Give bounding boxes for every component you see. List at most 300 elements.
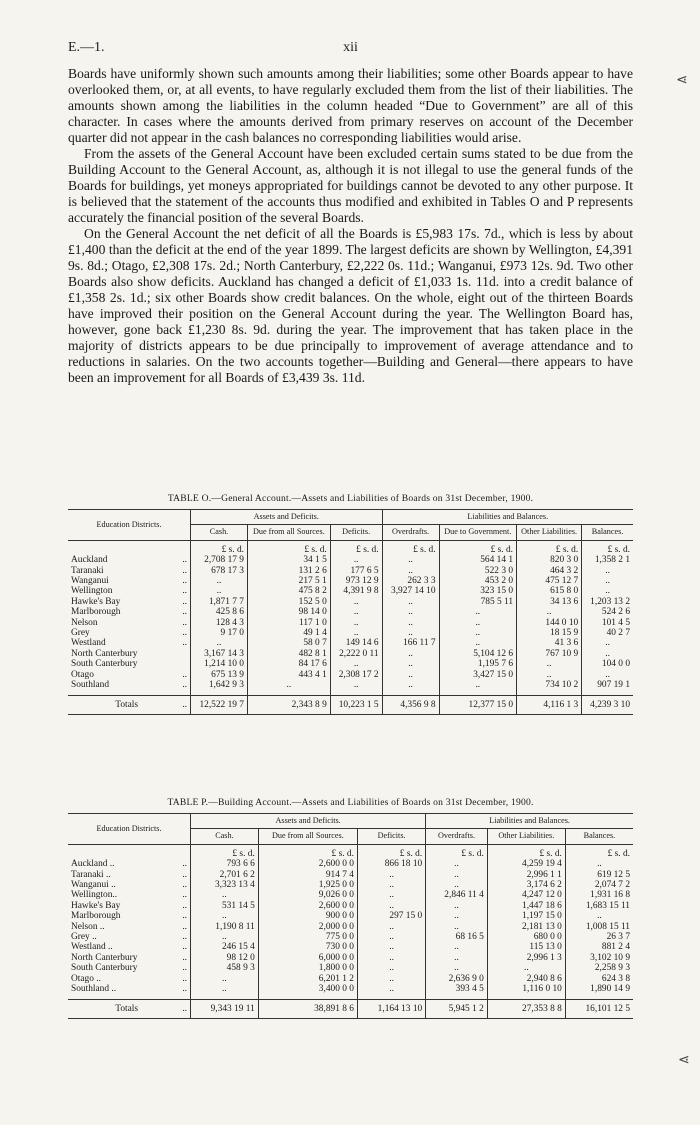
column-header: Cash. (191, 829, 259, 844)
table-cell: .. (357, 953, 425, 963)
district-name: Marlborough (71, 607, 121, 618)
district-name: South Canterbury (71, 963, 138, 974)
total-cell: 4,116 1 3 (517, 695, 582, 714)
table-cell: .. (426, 922, 488, 932)
column-header: Due to Government. (439, 525, 516, 540)
table-cell: 2,000 0 0 (258, 922, 357, 932)
district-column-header: Education Districts. (68, 814, 191, 845)
table-row (68, 890, 633, 900)
district-name: Otago (71, 669, 94, 680)
totals-row (68, 695, 633, 714)
total-cell: 12,522 19 7 (191, 695, 248, 714)
district-name: Grey .. (71, 932, 97, 943)
paragraph: From the assets of the General Account have been excluded certain sums stated to be due from the Building Account to the General Account, as, although it is not illegal to use the general funds of the Boards for buildings, yet moneys appropriated for buildings cannot be devoted to any other purpose. It is believed that the statement of the accounts thus modified and exhibited in Tables O and P represents accurately the financial position of the several Boards. (68, 146, 633, 225)
unit-label: £ s. d. (426, 844, 488, 859)
table-cell: 3,323 13 4 (191, 880, 259, 890)
table-cell: 2,940 8 6 (487, 974, 565, 984)
table-cell: .. (330, 628, 382, 638)
district-name: Westland .. (71, 942, 113, 953)
district-name: Westland (71, 638, 106, 649)
leader-dots: .. (182, 921, 187, 932)
table-cell: .. (357, 984, 425, 994)
table-cell: 2,600 0 0 (258, 859, 357, 869)
table-cell: 297 15 0 (357, 911, 425, 921)
table-cell: 775 0 0 (258, 932, 357, 942)
table-cell: .. (517, 670, 582, 680)
page-header (68, 40, 633, 58)
table-p (68, 813, 633, 1019)
table-cell: 68 16 5 (426, 932, 488, 942)
district-name: Taranaki (71, 565, 104, 576)
column-header: Due from all Sources. (258, 829, 357, 844)
table-cell: 1,008 15 11 (565, 922, 633, 932)
total-cell: 12,377 15 0 (439, 695, 516, 714)
table-cell: 217 5 1 (247, 576, 330, 586)
table-cell: .. (426, 901, 488, 911)
leader-dots: .. (182, 973, 187, 984)
table-cell: .. (330, 555, 382, 565)
leader-dots: .. (182, 638, 187, 649)
table-cell: .. (191, 638, 248, 648)
table-cell: .. (382, 566, 439, 576)
table-cell: 3,427 15 0 (439, 670, 516, 680)
table-cell: .. (439, 638, 516, 648)
table-row (68, 901, 633, 911)
table-cell: 524 2 6 (582, 607, 633, 617)
table-cell: 531 14 5 (191, 901, 259, 911)
total-cell: 10,223 1 5 (330, 695, 382, 714)
table-cell: 2,600 0 0 (258, 901, 357, 911)
table-cell: .. (330, 607, 382, 617)
table-cell: 1,190 8 11 (191, 922, 259, 932)
table-cell: .. (426, 911, 488, 921)
column-header: Deficits. (330, 525, 382, 540)
table-row (68, 649, 633, 659)
table-cell: .. (439, 618, 516, 628)
table-cell: 1,642 9 3 (191, 680, 248, 690)
table-cell: .. (565, 859, 633, 869)
table-cell: 2,181 13 0 (487, 922, 565, 932)
table-row (68, 932, 633, 942)
table-cell: .. (247, 680, 330, 690)
table-cell: 475 12 7 (517, 576, 582, 586)
table-cell: .. (330, 680, 382, 690)
table-cell: .. (582, 638, 633, 648)
leader-dots: .. (182, 617, 187, 628)
table-cell: .. (357, 870, 425, 880)
leader-dots: .. (182, 1003, 187, 1014)
table-cell: 26 3 7 (565, 932, 633, 942)
leader-dots: .. (182, 890, 187, 901)
table-cell: 2,308 17 2 (330, 670, 382, 680)
table-row (68, 922, 633, 932)
table-cell: 2,996 1 1 (487, 870, 565, 880)
leader-dots: .. (182, 607, 187, 618)
table-row (68, 586, 633, 596)
table-row (68, 974, 633, 984)
table-cell: 1,214 10 0 (191, 659, 248, 669)
table-cell: 2,074 7 2 (565, 880, 633, 890)
table-cell: .. (191, 586, 248, 596)
table-row (68, 680, 633, 690)
leader-dots: .. (182, 932, 187, 943)
district-name: Hawke's Bay (71, 596, 121, 607)
district-name: Wellington.. (71, 890, 118, 901)
table-cell: 144 0 10 (517, 618, 582, 628)
column-header: Overdrafts. (426, 829, 488, 844)
table-cell: .. (426, 942, 488, 952)
table-cell: 443 4 1 (247, 670, 330, 680)
unit-label: £ s. d. (582, 540, 633, 555)
leader-dots: .. (182, 911, 187, 922)
table-cell: 914 7 4 (258, 870, 357, 880)
district-name: Otago .. (71, 973, 101, 984)
table-cell: 1,116 0 10 (487, 984, 565, 994)
district-name: Nelson .. (71, 921, 105, 932)
table-cell: .. (357, 942, 425, 952)
table-cell: 58 0 7 (247, 638, 330, 648)
district-name: Southland .. (71, 984, 117, 995)
leader-dots: .. (182, 963, 187, 974)
paragraph: On the General Account the net deficit of all the Boards is £5,983 17s. 7d., which is less by about £1,400 than the deficit at the end of the year 1899. The largest deficits are shown by Wellington, £4,391 9s. 8d.; Otago, £2,308 17s. 2d.; North Canterbury, £2,222 0s. 11d.; Wanganui, £973 12s. 9d. Two other Boards also show deficits. Auckland has changed a deficit of £1,033 1s. 11d. into a credit balance of £1,358 2s. 1d.; six other Boards show credit balances. On the whole, eight out of the thirteen Boards have improved their position on the General Account during the year. The Wellington Board has, however, gone back £1,230 8s. 9d. during the year. The improvement that has taken place in the majority of districts appears to be due principally to improvement of average attendance and to reductions in salaries. On the two accounts together—Building and General—there appears to have been an improvement for all Boards of £3,439 3s. 11d. (68, 226, 633, 385)
table-cell: .. (357, 974, 425, 984)
table-cell: .. (582, 586, 633, 596)
table-cell: .. (439, 628, 516, 638)
table-row (68, 984, 633, 994)
table-cell: 1,195 7 6 (439, 659, 516, 669)
unit-label: £ s. d. (258, 844, 357, 859)
totals-row (68, 999, 633, 1018)
table-cell: 425 8 6 (191, 607, 248, 617)
table-cell: 680 0 0 (487, 932, 565, 942)
table-cell: .. (426, 953, 488, 963)
table-cell: .. (517, 607, 582, 617)
leader-dots: .. (182, 586, 187, 597)
leader-dots: .. (182, 859, 187, 870)
column-header: Other Liabilities. (517, 525, 582, 540)
table-cell: 3,167 14 3 (191, 649, 248, 659)
table-cell: .. (426, 880, 488, 890)
leader-dots: .. (182, 942, 187, 953)
table-cell: .. (382, 659, 439, 669)
table-cell: .. (191, 974, 259, 984)
table-row (68, 628, 633, 638)
table-row (68, 870, 633, 880)
paragraph: Boards have uniformly shown such amounts among their liabilities; some other Boards appear to have overlooked them, or, at all events, to have regularly excluded them from the list of their liabilities. The amounts shown among the liabilities in the column headed “Due to Government” are all of this character. In cases where the amounts derived from primary reserves on account of the December quarter did not appear in the cash balances no corresponding liabilities would arise. (68, 66, 633, 145)
leader-dots: .. (182, 900, 187, 911)
table-cell: 4,391 9 8 (330, 586, 382, 596)
table-cell: 2,701 6 2 (191, 870, 259, 880)
margin-mark-icon: ⋖ (678, 1053, 690, 1068)
margin-mark-icon: ⋖ (676, 73, 688, 88)
district-name: Auckland .. (71, 859, 115, 870)
total-cell: 16,101 12 5 (565, 999, 633, 1018)
table-cell: 866 18 10 (357, 859, 425, 869)
table-cell: .. (582, 649, 633, 659)
table-cell: .. (357, 963, 425, 973)
table-cell: .. (426, 963, 488, 973)
table-cell: .. (357, 880, 425, 890)
table-cell: 149 14 6 (330, 638, 382, 648)
table-cell: .. (517, 659, 582, 669)
table-cell: 678 17 3 (191, 566, 248, 576)
district-name: Wanganui (71, 576, 109, 587)
liabilities-group-header: Liabilities and Balances. (382, 510, 633, 525)
column-header: Due from all Sources. (247, 525, 330, 540)
table-cell: 1,931 16 8 (565, 890, 633, 900)
table-cell: .. (191, 984, 259, 994)
leader-dots: .. (182, 628, 187, 639)
table-cell: .. (357, 922, 425, 932)
table-cell: .. (330, 618, 382, 628)
table-row (68, 859, 633, 869)
table-cell: .. (330, 659, 382, 669)
table-cell: 117 1 0 (247, 618, 330, 628)
table-cell: .. (382, 649, 439, 659)
column-header: Balances. (565, 829, 633, 844)
table-cell: .. (191, 890, 259, 900)
district-name: Wellington (71, 586, 113, 597)
table-cell: 3,927 14 10 (382, 586, 439, 596)
district-name: North Canterbury (71, 952, 138, 963)
leader-dots: .. (182, 880, 187, 891)
leader-dots: .. (182, 869, 187, 880)
table-cell: .. (439, 680, 516, 690)
unit-label: £ s. d. (382, 540, 439, 555)
unit-label: £ s. d. (565, 844, 633, 859)
table-cell: 734 10 2 (517, 680, 582, 690)
table-cell: 5,104 12 6 (439, 649, 516, 659)
table-cell: 246 15 4 (191, 942, 259, 952)
table-cell: 1,800 0 0 (258, 963, 357, 973)
table-cell: 40 2 7 (582, 628, 633, 638)
leader-dots: .. (182, 576, 187, 587)
table-cell: 453 2 0 (439, 576, 516, 586)
table-p-caption: TABLE P.—Building Account.—Assets and Liabilities of Boards on 31st December, 1900. (167, 797, 534, 808)
table-cell: 3,174 6 2 (487, 880, 565, 890)
leader-dots: .. (182, 596, 187, 607)
page-number: xii (343, 40, 358, 55)
district-name: South Canterbury (71, 659, 138, 670)
table-cell: .. (382, 670, 439, 680)
table-cell: 18 15 9 (517, 628, 582, 638)
table-cell: 1,358 2 1 (582, 555, 633, 565)
table-row (68, 963, 633, 973)
table-cell: 131 2 6 (247, 566, 330, 576)
liabilities-group-header: Liabilities and Balances. (426, 814, 633, 829)
table-cell: 564 14 1 (439, 555, 516, 565)
table-cell: 907 19 1 (582, 680, 633, 690)
district-column-header: Education Districts. (68, 510, 191, 541)
leader-dots: .. (182, 680, 187, 691)
unit-label: £ s. d. (487, 844, 565, 859)
table-cell: .. (382, 607, 439, 617)
leader-dots: .. (182, 565, 187, 576)
table-cell: 458 9 3 (191, 963, 259, 973)
table-cell: .. (487, 963, 565, 973)
district-name: Auckland (71, 555, 108, 566)
district-name: Hawke's Bay (71, 900, 121, 911)
table-cell: 1,197 15 0 (487, 911, 565, 921)
table-row (68, 566, 633, 576)
table-cell: 1,871 7 7 (191, 597, 248, 607)
unit-label: £ s. d. (191, 540, 248, 555)
total-cell: 9,343 19 11 (191, 999, 259, 1018)
table-cell: 6,000 0 0 (258, 953, 357, 963)
total-cell: 1,164 13 10 (357, 999, 425, 1018)
table-cell: .. (382, 628, 439, 638)
table-cell: 900 0 0 (258, 911, 357, 921)
district-name: Taranaki .. (71, 869, 111, 880)
leader-dots: .. (182, 699, 187, 710)
assets-group-header: Assets and Deficits. (191, 510, 383, 525)
table-row (68, 953, 633, 963)
column-header: Balances. (582, 525, 633, 540)
table-cell: .. (439, 607, 516, 617)
column-header: Deficits. (357, 829, 425, 844)
table-cell: .. (382, 555, 439, 565)
table-row (68, 607, 633, 617)
total-cell: 38,891 8 6 (258, 999, 357, 1018)
table-cell: 41 3 6 (517, 638, 582, 648)
table-cell: 323 15 0 (439, 586, 516, 596)
column-header: Overdrafts. (382, 525, 439, 540)
table-cell: 98 14 0 (247, 607, 330, 617)
table-cell: .. (582, 576, 633, 586)
table-cell: 475 8 2 (247, 586, 330, 596)
table-row (68, 911, 633, 921)
table-cell: 522 3 0 (439, 566, 516, 576)
table-cell: 166 11 7 (382, 638, 439, 648)
table-cell: .. (357, 932, 425, 942)
table-cell: 98 12 0 (191, 953, 259, 963)
table-cell: 973 12 9 (330, 576, 382, 586)
table-cell: 881 2 4 (565, 942, 633, 952)
table-row (68, 942, 633, 952)
table-cell: 1,447 18 6 (487, 901, 565, 911)
table-cell: .. (582, 670, 633, 680)
table-cell: 84 17 6 (247, 659, 330, 669)
table-cell: 1,203 13 2 (582, 597, 633, 607)
table-cell: 785 5 11 (439, 597, 516, 607)
total-cell: 4,356 9 8 (382, 695, 439, 714)
table-cell: 615 8 0 (517, 586, 582, 596)
total-cell: 27,353 8 8 (487, 999, 565, 1018)
table-cell: 482 8 1 (247, 649, 330, 659)
table-cell: 9,026 0 0 (258, 890, 357, 900)
table-cell: 675 13 9 (191, 670, 248, 680)
table-cell: 464 3 2 (517, 566, 582, 576)
table-cell: 101 4 5 (582, 618, 633, 628)
table-cell: 624 3 8 (565, 974, 633, 984)
table-row (68, 597, 633, 607)
unit-label: £ s. d. (439, 540, 516, 555)
table-cell: .. (357, 901, 425, 911)
table-cell: 3,400 0 0 (258, 984, 357, 994)
table-row (68, 618, 633, 628)
table-cell: .. (330, 597, 382, 607)
table-cell: .. (357, 890, 425, 900)
district-name: Grey (71, 628, 90, 639)
table-cell: 2,258 9 3 (565, 963, 633, 973)
table-cell: 262 3 3 (382, 576, 439, 586)
table-row (68, 555, 633, 565)
table-cell: 2,996 1 3 (487, 953, 565, 963)
table-cell: 2,846 11 4 (426, 890, 488, 900)
table-cell: 177 6 5 (330, 566, 382, 576)
table-cell: 4,247 12 0 (487, 890, 565, 900)
report-code: E.—1. (68, 40, 105, 55)
table-cell: 393 4 5 (426, 984, 488, 994)
district-name: Wanganui .. (71, 880, 116, 891)
totals-label: Totals (115, 699, 139, 710)
table-cell: 619 12 5 (565, 870, 633, 880)
leader-dots: .. (182, 952, 187, 963)
table-cell: 820 3 0 (517, 555, 582, 565)
leader-dots: .. (182, 555, 187, 566)
leader-dots: .. (182, 984, 187, 995)
table-cell: 34 1 5 (247, 555, 330, 565)
table-cell: .. (382, 680, 439, 690)
total-cell: 4,239 3 10 (582, 695, 633, 714)
table-row (68, 638, 633, 648)
leader-dots: .. (182, 669, 187, 680)
assets-group-header: Assets and Deficits. (191, 814, 426, 829)
table-cell: 9 17 0 (191, 628, 248, 638)
district-name: North Canterbury (71, 648, 138, 659)
district-name: Southland (71, 680, 110, 691)
table-cell: .. (191, 911, 259, 921)
table-o (68, 509, 633, 715)
district-name: Nelson (71, 617, 98, 628)
table-cell: .. (191, 932, 259, 942)
district-name: Marlborough (71, 911, 121, 922)
table-cell: 793 6 6 (191, 859, 259, 869)
table-cell: .. (582, 566, 633, 576)
column-header: Other Liabilities. (487, 829, 565, 844)
table-cell: 34 13 6 (517, 597, 582, 607)
unit-label: £ s. d. (247, 540, 330, 555)
table-o-caption: TABLE O.—General Account.—Assets and Liabilities of Boards on 31st December, 1900. (167, 493, 534, 504)
table-cell: 2,636 9 0 (426, 974, 488, 984)
table-cell: 115 13 0 (487, 942, 565, 952)
table-cell: 49 1 4 (247, 628, 330, 638)
table-cell: 767 10 9 (517, 649, 582, 659)
table-row (68, 659, 633, 669)
table-cell: 6,201 1 2 (258, 974, 357, 984)
unit-label: £ s. d. (191, 844, 259, 859)
table-cell: .. (565, 911, 633, 921)
column-header: Cash. (191, 525, 248, 540)
total-cell: 2,343 8 9 (247, 695, 330, 714)
table-cell: 152 5 0 (247, 597, 330, 607)
unit-label: £ s. d. (330, 540, 382, 555)
unit-label: £ s. d. (357, 844, 425, 859)
table-cell: 1,925 0 0 (258, 880, 357, 890)
table-cell: .. (426, 870, 488, 880)
total-cell: 5,945 1 2 (426, 999, 488, 1018)
table-cell: 2,708 17 9 (191, 555, 248, 565)
body-text (68, 66, 633, 386)
table-row (68, 880, 633, 890)
table-cell: 3,102 10 9 (565, 953, 633, 963)
table-cell: .. (191, 576, 248, 586)
table-cell: 1,890 14 9 (565, 984, 633, 994)
totals-label: Totals (115, 1003, 139, 1014)
table-cell: 4,259 19 4 (487, 859, 565, 869)
table-row (68, 670, 633, 680)
table-cell: .. (426, 859, 488, 869)
